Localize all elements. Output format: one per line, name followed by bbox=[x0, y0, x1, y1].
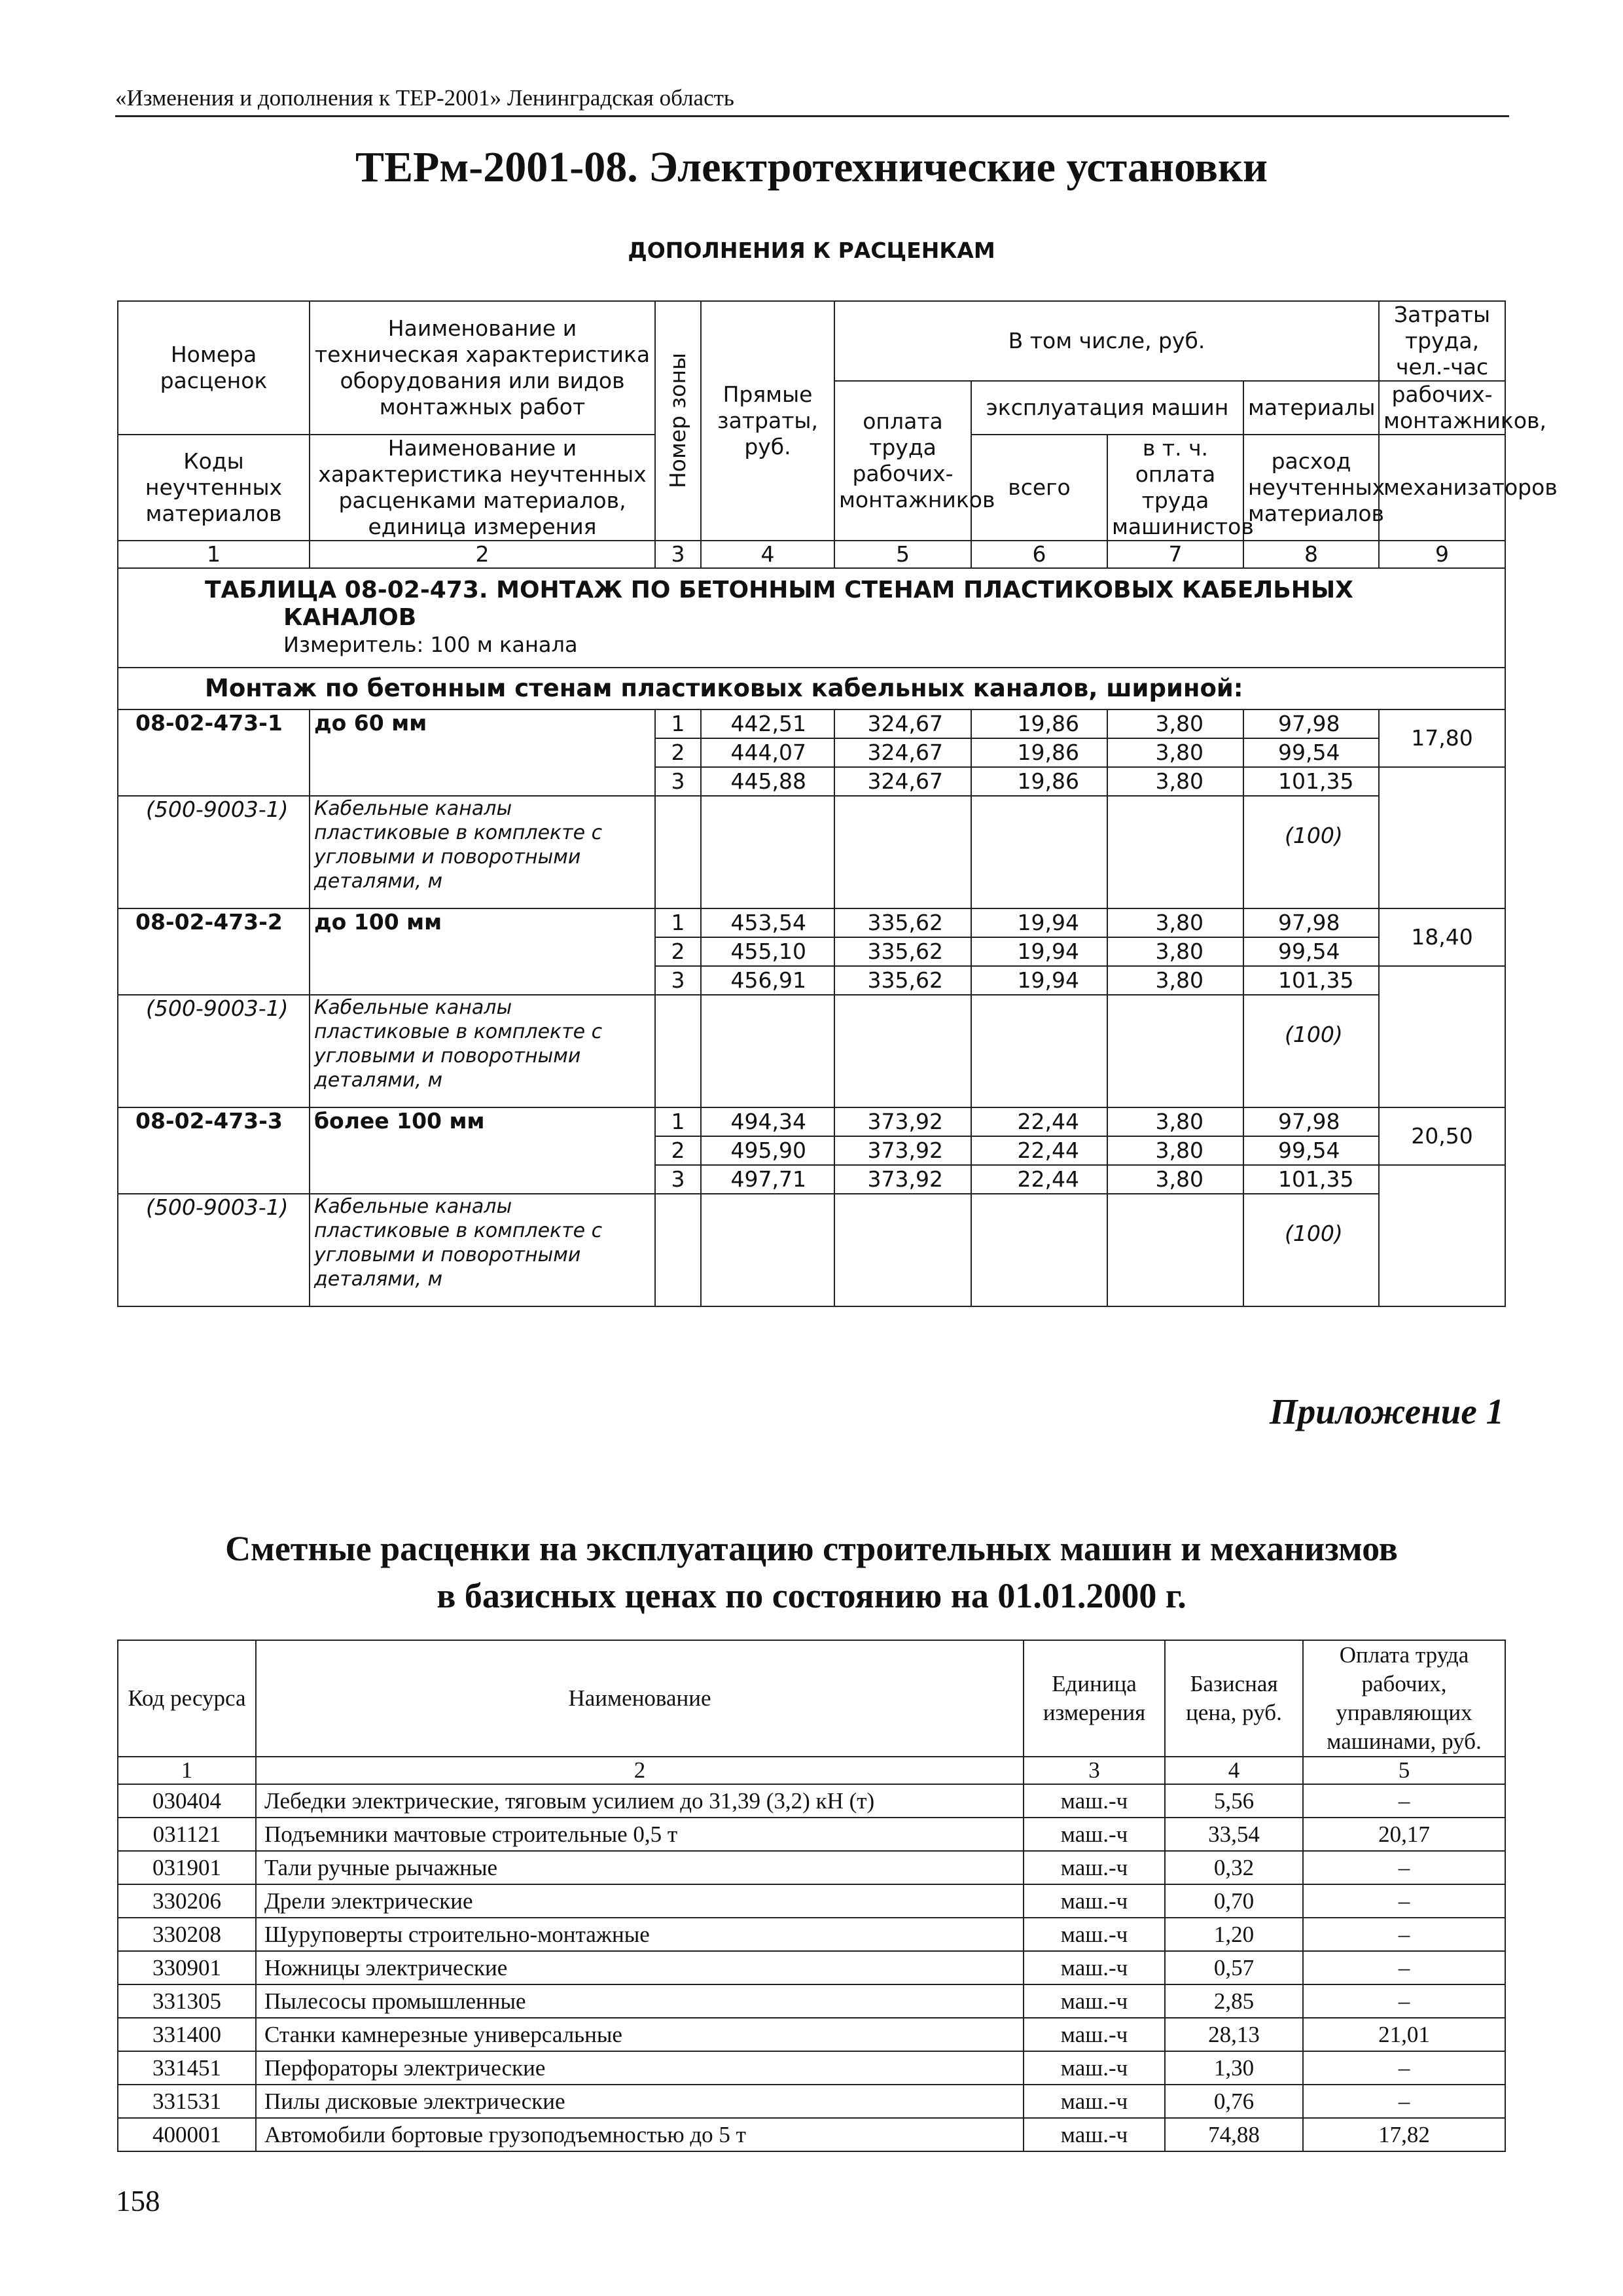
resource-code: 330206 bbox=[118, 1884, 256, 1918]
operator-wages: 3,80 bbox=[1107, 908, 1243, 937]
base-price: 5,56 bbox=[1165, 1784, 1303, 1818]
base-price: 0,57 bbox=[1165, 1951, 1303, 1984]
worker-wages: 373,92 bbox=[834, 1165, 971, 1194]
header-material-name: Наименование и характеристика неучтенных расценками материалов, единица измерения bbox=[310, 435, 655, 541]
direct-costs: 455,10 bbox=[701, 937, 834, 966]
page-number: 158 bbox=[116, 2185, 160, 2217]
unit: маш.-ч bbox=[1024, 2085, 1165, 2118]
labor-value: 18,40 bbox=[1379, 908, 1505, 966]
material-qty: (100) bbox=[1243, 796, 1379, 908]
rate-code: 08-02-473-1 bbox=[118, 709, 310, 796]
operator-wages: – bbox=[1303, 1851, 1505, 1884]
header-operators: механизаторов bbox=[1379, 435, 1505, 541]
machine-name: Перфораторы электрические bbox=[256, 2051, 1024, 2085]
direct-costs: 497,71 bbox=[701, 1165, 834, 1194]
unit: маш.-ч bbox=[1024, 1818, 1165, 1851]
column-number: 3 bbox=[655, 541, 701, 568]
rate-name: более 100 мм bbox=[310, 1107, 655, 1194]
operator-wages: – bbox=[1303, 1918, 1505, 1951]
header-operator-wages: Оплата труда рабочих, управляющих машинами, руб. bbox=[1303, 1640, 1505, 1757]
materials-cost: 97,98 bbox=[1243, 1107, 1379, 1136]
material-code: (500-9003-1) bbox=[118, 1194, 310, 1306]
header-zone bbox=[655, 301, 701, 541]
zone-number: 1 bbox=[655, 1107, 701, 1136]
header-including: В том числе, руб. bbox=[834, 301, 1379, 381]
materials-cost: 101,35 bbox=[1243, 966, 1379, 995]
direct-costs: 494,34 bbox=[701, 1107, 834, 1136]
resource-code: 031901 bbox=[118, 1851, 256, 1884]
empty-cell bbox=[834, 995, 971, 1107]
unit: маш.-ч bbox=[1024, 1851, 1165, 1884]
rates-body bbox=[118, 709, 1505, 1306]
labor-empty bbox=[1379, 1165, 1505, 1306]
machines-total: 22,44 bbox=[971, 1165, 1107, 1194]
empty-cell bbox=[834, 796, 971, 908]
base-price: 0,32 bbox=[1165, 1851, 1303, 1884]
rate-code: 08-02-473-2 bbox=[118, 908, 310, 995]
unit: маш.-ч bbox=[1024, 2051, 1165, 2085]
column-number: 1 bbox=[118, 1757, 256, 1784]
unit: маш.-ч bbox=[1024, 1951, 1165, 1984]
operator-wages: 3,80 bbox=[1107, 1165, 1243, 1194]
zone-number: 2 bbox=[655, 937, 701, 966]
worker-wages: 324,67 bbox=[834, 709, 971, 738]
direct-costs: 444,07 bbox=[701, 738, 834, 767]
resource-code: 400001 bbox=[118, 2118, 256, 2151]
resource-code: 030404 bbox=[118, 1784, 256, 1818]
operator-wages: 3,80 bbox=[1107, 767, 1243, 796]
zone-number: 3 bbox=[655, 1165, 701, 1194]
empty-cell bbox=[971, 995, 1107, 1107]
operator-wages: – bbox=[1303, 2085, 1505, 2118]
material-row bbox=[118, 1194, 1505, 1306]
machines-total: 19,94 bbox=[971, 966, 1107, 995]
zone-number: 3 bbox=[655, 966, 701, 995]
table-row bbox=[118, 2085, 1505, 2118]
header-resource-code: Код ресурса bbox=[118, 1640, 256, 1757]
machines-title bbox=[0, 1525, 1623, 1619]
materials-cost: 101,35 bbox=[1243, 767, 1379, 796]
worker-wages: 335,62 bbox=[834, 908, 971, 937]
materials-cost: 97,98 bbox=[1243, 709, 1379, 738]
appendix-label: Приложение 1 bbox=[1269, 1391, 1504, 1431]
table-row bbox=[118, 1851, 1505, 1884]
machines-table bbox=[117, 1640, 1506, 2152]
page-title: ТЕРм-2001-08. Электротехнические установки bbox=[355, 143, 1268, 191]
base-price: 28,13 bbox=[1165, 2018, 1303, 2051]
worker-wages: 373,92 bbox=[834, 1136, 971, 1165]
operator-wages: 3,80 bbox=[1107, 937, 1243, 966]
header-direct-costs: Прямые затраты, руб. bbox=[701, 301, 834, 541]
worker-wages: 324,67 bbox=[834, 738, 971, 767]
empty-cell bbox=[701, 796, 834, 908]
unit: маш.-ч bbox=[1024, 1984, 1165, 2018]
column-number: 4 bbox=[1165, 1757, 1303, 1784]
base-price: 0,70 bbox=[1165, 1884, 1303, 1918]
machine-name: Пилы дисковые электрические bbox=[256, 2085, 1024, 2118]
machine-name: Автомобили бортовые грузоподъемностью до 5 т bbox=[256, 2118, 1024, 2151]
empty-cell bbox=[701, 995, 834, 1107]
unit: маш.-ч bbox=[1024, 2018, 1165, 2051]
column-number: 2 bbox=[310, 541, 655, 568]
base-price: 74,88 bbox=[1165, 2118, 1303, 2151]
table-row bbox=[118, 2051, 1505, 2085]
materials-cost: 101,35 bbox=[1243, 1165, 1379, 1194]
table-row bbox=[118, 908, 1505, 937]
empty-cell bbox=[655, 995, 701, 1107]
column-number: 4 bbox=[701, 541, 834, 568]
table-row bbox=[118, 1951, 1505, 1984]
header-machines-total: всего bbox=[971, 435, 1107, 541]
operator-wages: 3,80 bbox=[1107, 1136, 1243, 1165]
direct-costs: 456,91 bbox=[701, 966, 834, 995]
material-name: Кабельные каналы пластиковые в комплекте с угловыми и поворотными деталями, м bbox=[310, 796, 655, 908]
zone-number: 1 bbox=[655, 908, 701, 937]
header-materials: материалы bbox=[1243, 381, 1379, 435]
section-heading: ДОПОЛНЕНИЯ К РАСЦЕНКАМ bbox=[628, 238, 995, 263]
table-row bbox=[118, 1818, 1505, 1851]
table-measure: Измеритель: 100 м канала bbox=[283, 632, 578, 657]
table-row bbox=[118, 1107, 1505, 1136]
header-zone-label: Номер зоны bbox=[665, 353, 690, 489]
header-work-name: Наименование и техническая характеристика оборудования или видов монтажных работ bbox=[310, 301, 655, 435]
operator-wages: – bbox=[1303, 1984, 1505, 2018]
column-number: 1 bbox=[118, 541, 310, 568]
table-row bbox=[118, 2118, 1505, 2151]
column-number: 5 bbox=[1303, 1757, 1505, 1784]
machines-total: 22,44 bbox=[971, 1107, 1107, 1136]
column-number: 9 bbox=[1379, 541, 1505, 568]
material-qty: (100) bbox=[1243, 1194, 1379, 1306]
resource-code: 330901 bbox=[118, 1951, 256, 1984]
operator-wages: – bbox=[1303, 1784, 1505, 1818]
empty-cell bbox=[834, 1194, 971, 1306]
direct-costs: 442,51 bbox=[701, 709, 834, 738]
worker-wages: 373,92 bbox=[834, 1107, 971, 1136]
header-rate-numbers: Номера расценок bbox=[118, 301, 310, 435]
machines-total: 19,86 bbox=[971, 738, 1107, 767]
operator-wages: – bbox=[1303, 2051, 1505, 2085]
unit: маш.-ч bbox=[1024, 1884, 1165, 1918]
machine-name: Тали ручные рычажные bbox=[256, 1851, 1024, 1884]
machine-name: Дрели электрические bbox=[256, 1884, 1024, 1918]
resource-code: 330208 bbox=[118, 1918, 256, 1951]
operator-wages: 21,01 bbox=[1303, 2018, 1505, 2051]
labor-value: 20,50 bbox=[1379, 1107, 1505, 1165]
worker-wages: 324,67 bbox=[834, 767, 971, 796]
unit: маш.-ч bbox=[1024, 2118, 1165, 2151]
rate-name: до 60 мм bbox=[310, 709, 655, 796]
machines-total: 19,86 bbox=[971, 709, 1107, 738]
resource-code: 331305 bbox=[118, 1984, 256, 2018]
direct-costs: 445,88 bbox=[701, 767, 834, 796]
table-caption bbox=[118, 568, 1505, 668]
resource-code: 331400 bbox=[118, 2018, 256, 2051]
column-number: 6 bbox=[971, 541, 1107, 568]
machine-name: Станки камнерезные универсальные bbox=[256, 2018, 1024, 2051]
machine-name: Подъемники мачтовые строительные 0,5 т bbox=[256, 1818, 1024, 1851]
rates-table bbox=[117, 300, 1558, 1307]
header-machine-operation: эксплуатация машин bbox=[971, 381, 1243, 435]
header-name: Наименование bbox=[256, 1640, 1024, 1757]
machines-body bbox=[118, 1784, 1505, 2151]
resource-code: 331451 bbox=[118, 2051, 256, 2085]
zone-number: 3 bbox=[655, 767, 701, 796]
resource-code: 331531 bbox=[118, 2085, 256, 2118]
empty-cell bbox=[971, 1194, 1107, 1306]
machines-total: 22,44 bbox=[971, 1136, 1107, 1165]
zone-number: 2 bbox=[655, 738, 701, 767]
table-title bbox=[205, 577, 1491, 632]
materials-cost: 99,54 bbox=[1243, 1136, 1379, 1165]
column-number: 2 bbox=[256, 1757, 1024, 1784]
table-row bbox=[118, 1984, 1505, 2018]
table-title-line2: КАНАЛОВ bbox=[283, 604, 417, 631]
header-material-consumption: расход неучтенных материалов bbox=[1243, 435, 1379, 541]
operator-wages: 20,17 bbox=[1303, 1818, 1505, 1851]
unit: маш.-ч bbox=[1024, 1784, 1165, 1818]
empty-cell bbox=[655, 1194, 701, 1306]
materials-cost: 99,54 bbox=[1243, 738, 1379, 767]
base-price: 1,30 bbox=[1165, 2051, 1303, 2085]
header-labor-costs: Затраты труда, чел.-час bbox=[1379, 301, 1505, 381]
labor-value: 17,80 bbox=[1379, 709, 1505, 767]
empty-cell bbox=[1107, 796, 1243, 908]
material-row bbox=[118, 796, 1505, 908]
header-material-codes: Коды неучтенных материалов bbox=[118, 435, 310, 541]
running-header: «Изменения и дополнения к ТЕР-2001» Ленинградская область bbox=[115, 85, 1509, 117]
column-number: 8 bbox=[1243, 541, 1379, 568]
machine-name: Пылесосы промышленные bbox=[256, 1984, 1024, 2018]
base-price: 1,20 bbox=[1165, 1918, 1303, 1951]
operator-wages: 3,80 bbox=[1107, 966, 1243, 995]
empty-cell bbox=[1107, 995, 1243, 1107]
machines-total: 19,94 bbox=[971, 908, 1107, 937]
materials-cost: 97,98 bbox=[1243, 908, 1379, 937]
direct-costs: 453,54 bbox=[701, 908, 834, 937]
base-price: 33,54 bbox=[1165, 1818, 1303, 1851]
machines-title-line1: Сметные расценки на эксплуатацию строительных машин и механизмов bbox=[225, 1529, 1398, 1568]
empty-cell bbox=[971, 796, 1107, 908]
machines-total: 19,86 bbox=[971, 767, 1107, 796]
operator-wages: – bbox=[1303, 1884, 1505, 1918]
operator-wages: – bbox=[1303, 1951, 1505, 1984]
operator-wages: 3,80 bbox=[1107, 738, 1243, 767]
machine-name: Лебедки электрические, тяговым усилием до 31,39 (3,2) кН (т) bbox=[256, 1784, 1024, 1818]
zone-number: 2 bbox=[655, 1136, 701, 1165]
column-number: 7 bbox=[1107, 541, 1243, 568]
base-price: 2,85 bbox=[1165, 1984, 1303, 2018]
worker-wages: 335,62 bbox=[834, 937, 971, 966]
materials-cost: 99,54 bbox=[1243, 937, 1379, 966]
material-name: Кабельные каналы пластиковые в комплекте с угловыми и поворотными деталями, м bbox=[310, 1194, 655, 1306]
material-name: Кабельные каналы пластиковые в комплекте с угловыми и поворотными деталями, м bbox=[310, 995, 655, 1107]
rate-name: до 100 мм bbox=[310, 908, 655, 995]
table-row bbox=[118, 709, 1505, 738]
column-number: 3 bbox=[1024, 1757, 1165, 1784]
column-number: 5 bbox=[834, 541, 971, 568]
group-title: Монтаж по бетонным стенам пластиковых кабельных каналов, шириной: bbox=[118, 668, 1505, 709]
worker-wages: 335,62 bbox=[834, 966, 971, 995]
direct-costs: 495,90 bbox=[701, 1136, 834, 1165]
table-row bbox=[118, 2018, 1505, 2051]
rate-code: 08-02-473-3 bbox=[118, 1107, 310, 1194]
table-row bbox=[118, 1918, 1505, 1951]
empty-cell bbox=[655, 796, 701, 908]
machines-title-line2: в базисных ценах по состоянию на 01.01.2000 г. bbox=[437, 1576, 1186, 1615]
labor-empty bbox=[1379, 767, 1505, 908]
material-code: (500-9003-1) bbox=[118, 995, 310, 1107]
header-operator-wages: в т. ч. оплата труда машинистов bbox=[1107, 435, 1243, 541]
material-row bbox=[118, 995, 1505, 1107]
empty-cell bbox=[701, 1194, 834, 1306]
labor-empty bbox=[1379, 966, 1505, 1107]
machines-total: 19,94 bbox=[971, 937, 1107, 966]
operator-wages: 3,80 bbox=[1107, 709, 1243, 738]
base-price: 0,76 bbox=[1165, 2085, 1303, 2118]
operator-wages: 3,80 bbox=[1107, 1107, 1243, 1136]
operator-wages: 17,82 bbox=[1303, 2118, 1505, 2151]
machine-name: Шуруповерты строительно-монтажные bbox=[256, 1918, 1024, 1951]
material-qty: (100) bbox=[1243, 995, 1379, 1107]
header-unit: Единица измерения bbox=[1024, 1640, 1165, 1757]
header-worker-wages: оплата труда рабочих-монтажников bbox=[834, 381, 971, 541]
header-base-price: Базисная цена, руб. bbox=[1165, 1640, 1303, 1757]
material-code: (500-9003-1) bbox=[118, 796, 310, 908]
table-title-line1: ТАБЛИЦА 08-02-473. МОНТАЖ ПО БЕТОННЫМ СТЕНАМ ПЛАСТИКОВЫХ КАБЕЛЬНЫХ bbox=[205, 577, 1353, 603]
zone-number: 1 bbox=[655, 709, 701, 738]
header-installers: рабочих-монтажников, bbox=[1379, 381, 1505, 435]
machine-name: Ножницы электрические bbox=[256, 1951, 1024, 1984]
table-row bbox=[118, 1784, 1505, 1818]
empty-cell bbox=[1107, 1194, 1243, 1306]
unit: маш.-ч bbox=[1024, 1918, 1165, 1951]
resource-code: 031121 bbox=[118, 1818, 256, 1851]
table-row bbox=[118, 1884, 1505, 1918]
